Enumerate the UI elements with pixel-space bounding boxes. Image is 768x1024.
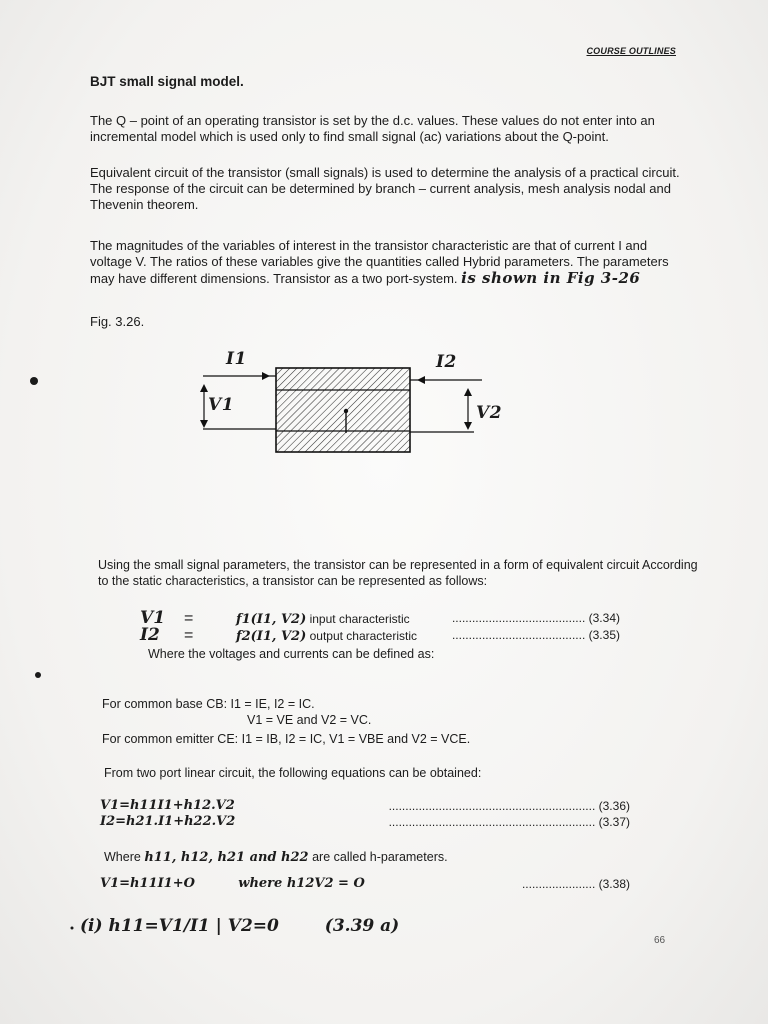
eq35-sign: = — [184, 627, 194, 644]
eq38-condition: where h12V2 = O — [238, 876, 365, 891]
eq34-sign: = — [184, 610, 194, 627]
eq35-lhs: I2 — [140, 625, 160, 645]
label-v2: V2 — [476, 403, 503, 423]
label-i2: I2 — [436, 352, 457, 372]
two-port-box — [276, 368, 410, 452]
paragraph-hybrid-text: The magnitudes of the variables of interest in the transistor characteristic are that of current I and voltage V. The ratios of these variables give the quantities called Hybrid parameters. The parameters may have different dimensions. Transistor as a two port-system. — [90, 238, 669, 286]
eq37-expr: I2=h21.I1+h22.V2 — [100, 814, 236, 829]
figure-caption: Fig. 3.26. — [90, 314, 145, 329]
page-number: 66 — [654, 935, 666, 946]
label-v1: V1 — [208, 395, 235, 415]
eq36-number: .............................................................. (3.36) — [388, 799, 630, 813]
paragraph-equivalent-circuit: Equivalent circuit of the transistor (small signals) is used to determine the analysis of a practical circuit. The response of the circuit can be determined by branch – current analysis, mesh analysis nodal and Thevenin theorem. — [90, 165, 680, 212]
equation-3-38 — [100, 876, 630, 891]
equation-3-37 — [100, 814, 630, 829]
paragraph-static-characteristics: Using the small signal parameters, the transistor can be represented in a form of equivalent circuit According to the static characteristics, a transistor can be represented as follows: — [98, 558, 698, 588]
equation-3-35 — [140, 625, 620, 645]
eq34-desc: input characteristic — [309, 612, 410, 626]
paragraph-q-point: The Q – point of an operating transistor is set by the d.c. values. These values do not enter into an incremental model which is used only to find small signal (ac) variations about the Q-point. — [90, 113, 655, 144]
eq37-number: .............................................................. (3.37) — [388, 815, 630, 829]
eq34-fn: f1(I1, V2) — [236, 612, 307, 627]
eq39-expr: (i) h11=V1/I1 | V2=0 — [80, 916, 279, 936]
page-title: BJT small signal model. — [90, 74, 244, 89]
eq35-desc: output characteristic — [309, 629, 417, 643]
h-note-prefix: Where — [104, 850, 141, 864]
eq35-fn: f2(I1, V2) — [236, 629, 307, 644]
handwritten-annotation: is shown in Fig 3-26 — [461, 269, 641, 287]
eq35-number: ........................................ (3.35) — [451, 628, 620, 642]
h-note-params: h11, h12, h21 and h22 — [144, 850, 309, 865]
eq34-number: ........................................ (3.34) — [451, 611, 620, 625]
label-i1: I1 — [226, 349, 247, 369]
eq38-expr: V1=h11I1+O — [100, 876, 195, 891]
common-base-line1: For common base CB: I1 = IE, I2 = IC. — [102, 697, 315, 711]
common-emitter-line: For common emitter CE: I1 = IB, I2 = IC, V1 = VBE and V2 = VCE. — [102, 732, 471, 746]
equation-3-36 — [100, 798, 630, 813]
eq36-expr: V1=h11I1+h12.V2 — [100, 798, 235, 813]
eq34-lhs: V1 — [140, 608, 166, 628]
h-parameters-note — [104, 850, 448, 865]
eq39-number: (3.39 a) — [324, 916, 400, 936]
equation-3-39a — [80, 916, 399, 936]
h-note-suffix: are called h-parameters. — [312, 850, 448, 864]
voltages-currents-note: Where the voltages and currents can be defined as: — [148, 647, 435, 661]
common-base-line2: V1 = VE and V2 = VC. — [247, 713, 372, 727]
two-port-intro: From two port linear circuit, the following equations can be obtained: — [104, 766, 482, 780]
eq38-number: ...................... (3.38) — [521, 877, 630, 891]
header-course-outlines: COURSE OUTLINES — [586, 46, 676, 56]
